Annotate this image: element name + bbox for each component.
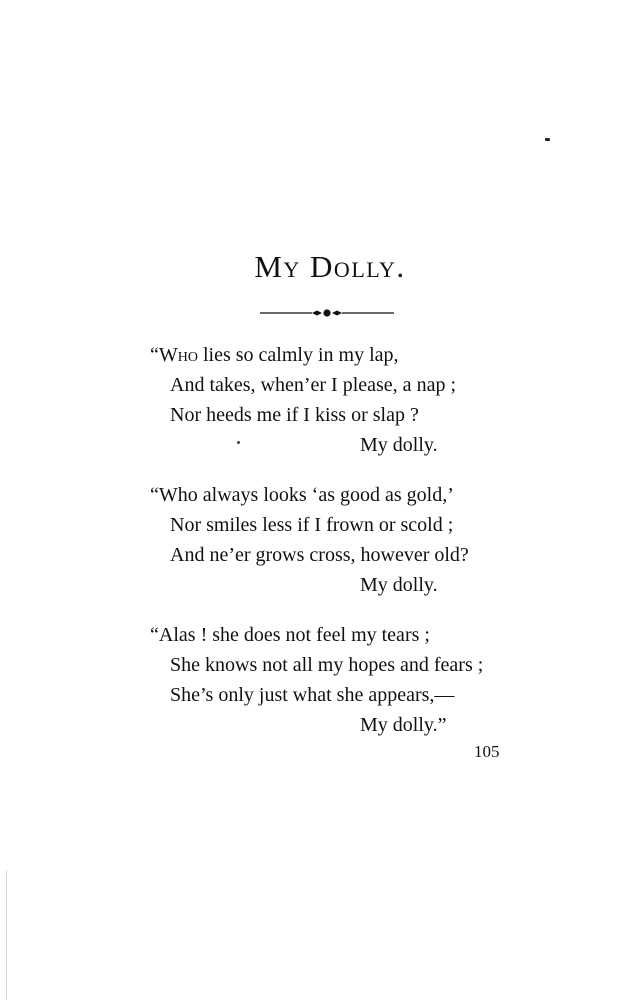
print-dot [237,441,240,444]
first-word: Who [158,344,198,366]
page-edge-line [6,870,7,1000]
stanza-1-line-1 [150,340,456,370]
stanza-3 [150,620,483,740]
stanza-1-line-3: Nor heeds me if I kiss or slap ? [170,404,419,426]
ornament-right-diamond [332,311,342,316]
ornament-left-diamond [312,311,322,316]
opening-quote: “ [150,484,159,506]
print-speck [545,138,550,141]
stanza-1-refrain: My dolly. [360,434,438,456]
opening-quote: “ [150,624,159,646]
first-word: Who [158,484,198,506]
stanza-2-line-3: And ne’er grows cross, however old? [170,544,469,566]
first-line-rest: always looks ‘as good as gold,’ [197,484,454,506]
ornament-center-dot [323,309,330,316]
stanza-2-refrain: My dolly. [360,574,438,596]
stanza-2 [150,480,469,600]
title-ornament-divider [260,306,394,320]
opening-quote: “ [150,344,159,366]
first-line-rest: ! she does not feel my tears ; [195,624,430,646]
first-word: Alas [158,624,196,646]
first-line-rest: lies so calmly in my lap, [198,344,399,366]
stanza-3-line-1 [150,620,483,650]
stanza-2-line-2: Nor smiles less if I frown or scold ; [170,514,454,536]
poem-title: My Dolly. [254,249,406,284]
stanza-3-line-3: She’s only just what she appears,— [170,684,455,706]
page-number: 105 [474,742,500,761]
stanza-2-line-1 [150,480,469,510]
stanza-1-line-2: And takes, when’er I please, a nap ; [170,374,456,396]
stanza-3-refrain: My dolly.” [360,714,447,736]
stanza-3-line-2: She knows not all my hopes and fears ; [170,654,484,676]
stanza-1 [150,340,456,460]
